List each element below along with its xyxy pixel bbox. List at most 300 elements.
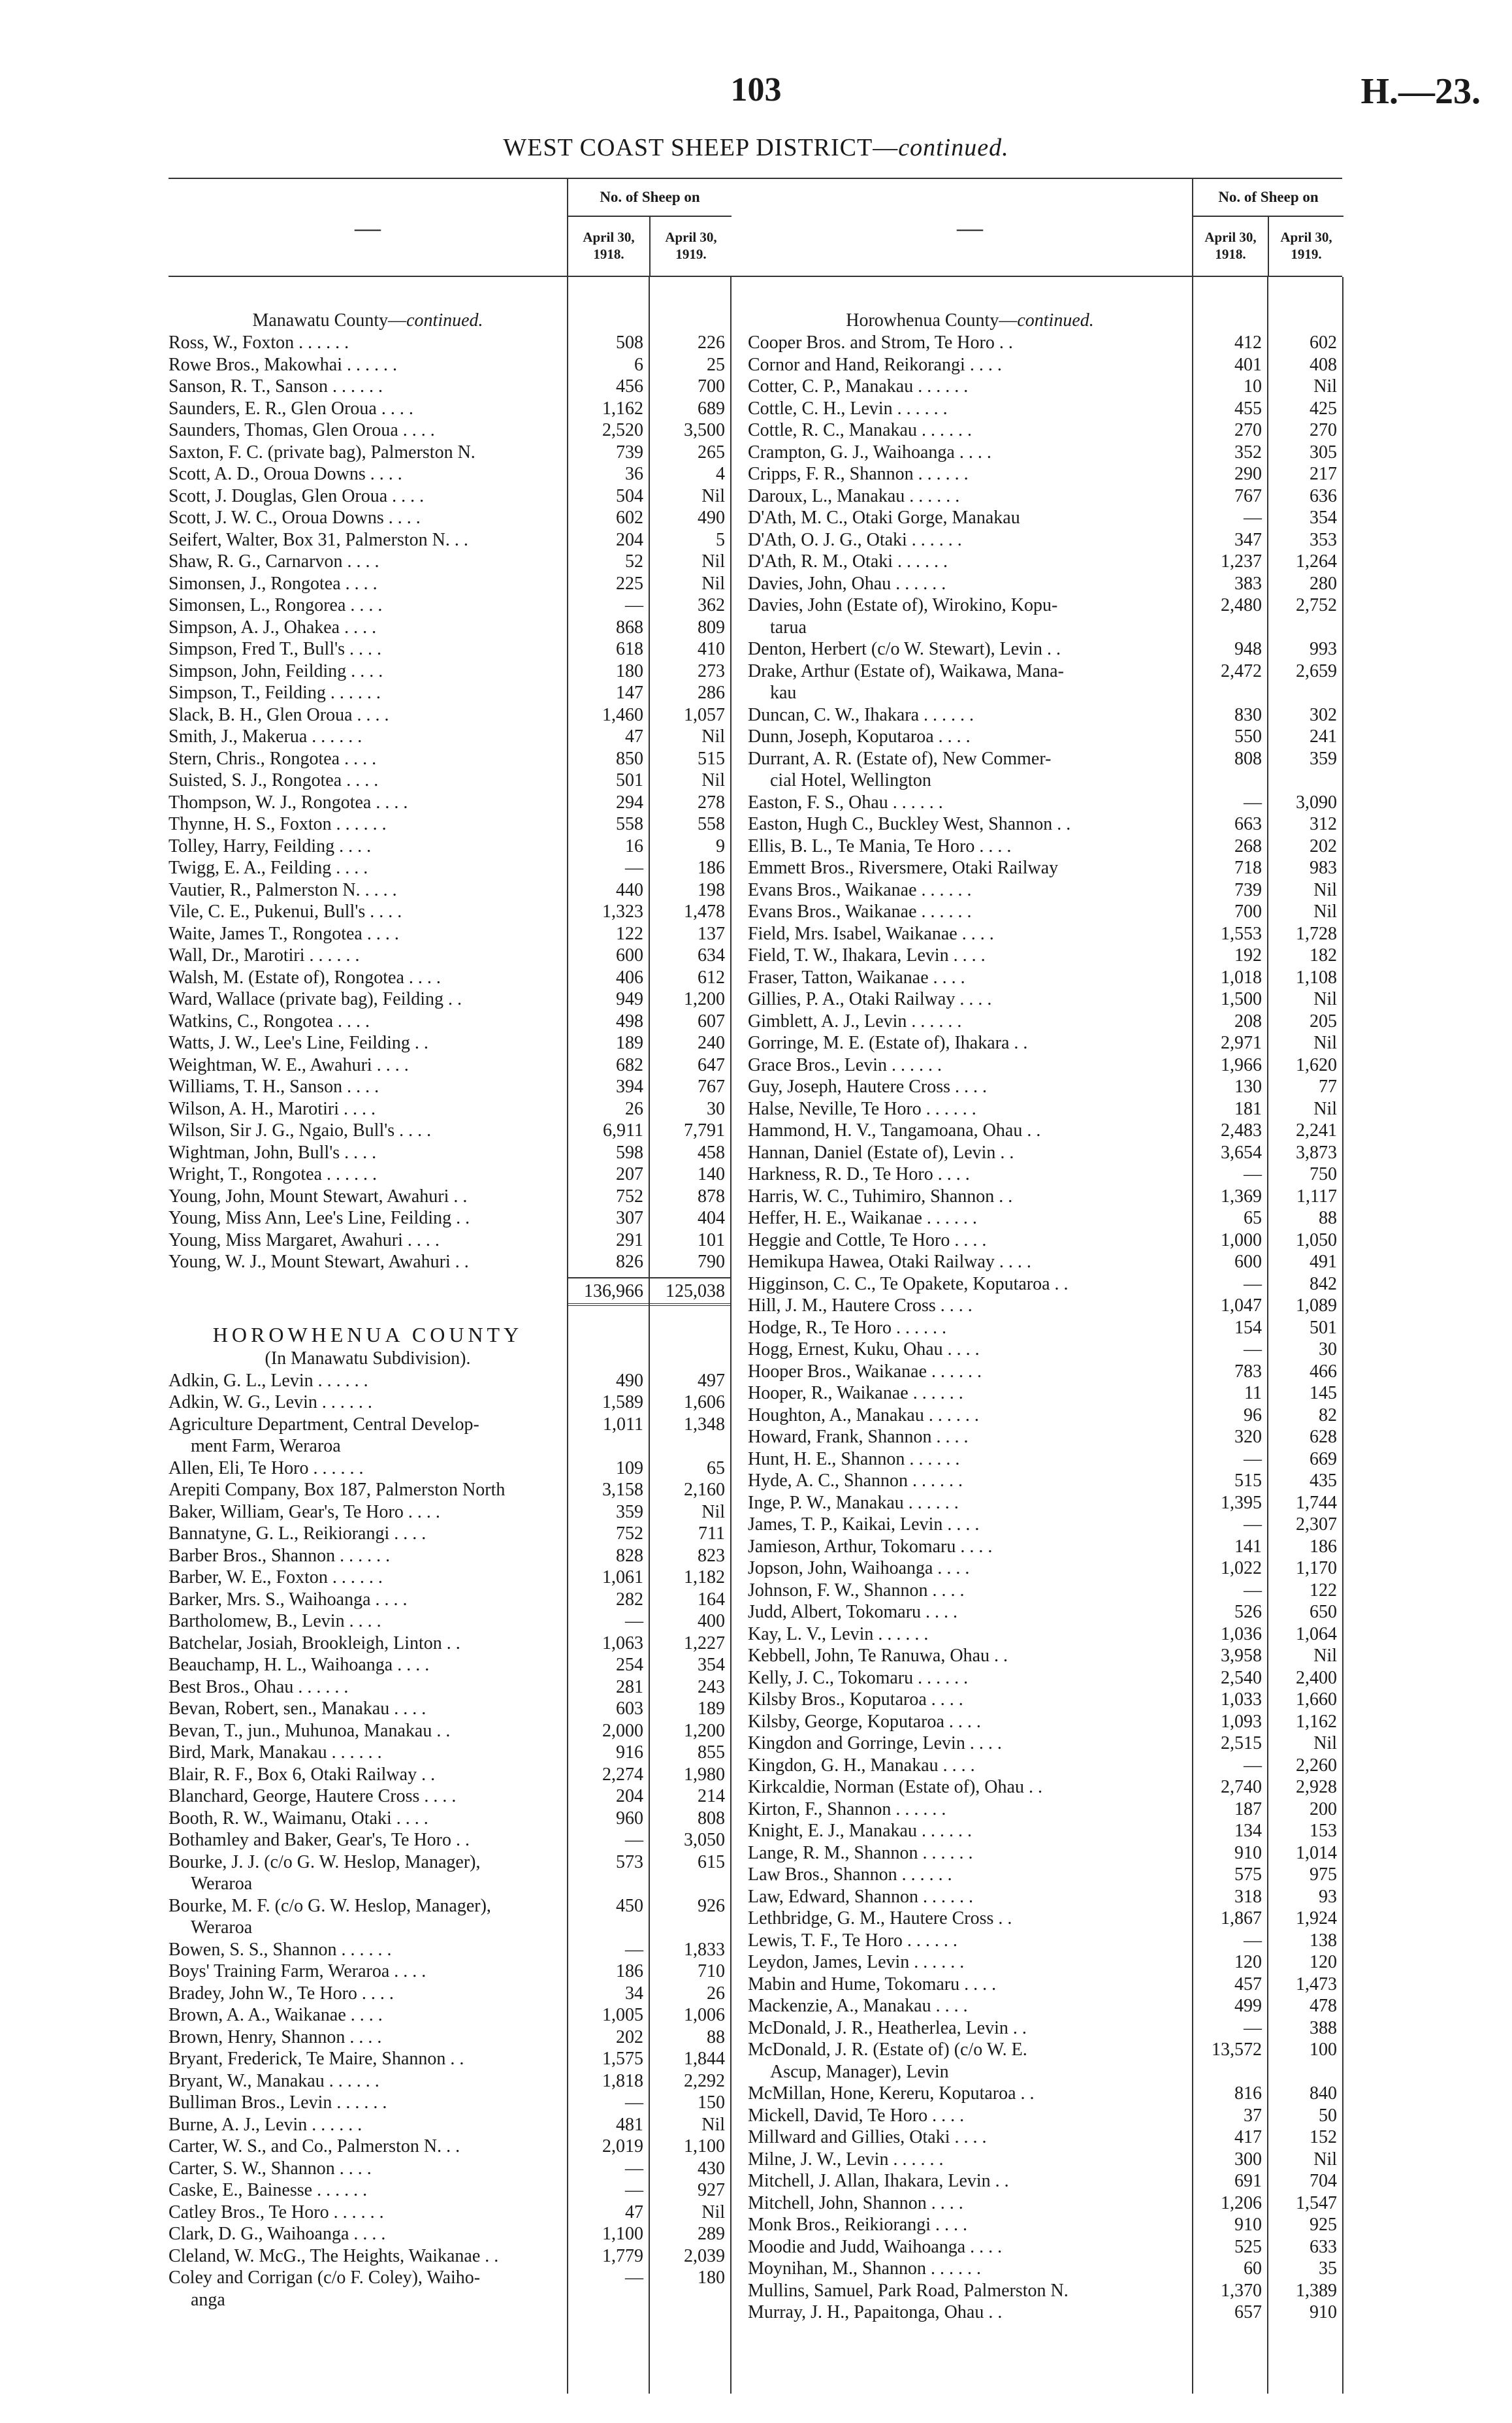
sheep-1919: 226 [698,333,725,353]
owner-name: Allen, Eli, Te Horo . . . . . . [169,1457,364,1478]
owner-name: Hogg, Ernest, Kuku, Ohau . . . . [748,1339,980,1359]
owner-name: Walsh, M. (Estate of), Rongotea . . . . [169,967,441,988]
sheep-1919: 927 [698,2180,725,2200]
table-row [748,1776,1342,1798]
owner-name: Monk Bros., Reikiorangi . . . . [748,2215,967,2235]
owner-name: Seifert, Walter, Box 31, Palmerston N. . . [169,529,468,550]
sheep-1919: 615 [698,1851,725,1872]
table-row [748,1163,1342,1186]
owner-name: Easton, Hugh C., Buckley West, Shannon . . [748,814,1071,834]
sheep-1918: — [625,858,643,878]
owner-name: Bourke, M. F. (c/o G. W. Heslop, Manager), Weraroa [169,1895,491,1938]
sheep-1919: 1,006 [684,2005,725,2025]
sheep-1919: 926 [698,1895,725,1916]
owner-name: Kelly, J. C., Tokomaru . . . . . . [748,1667,969,1688]
table-row [748,1711,1342,1733]
sheep-1919: 265 [698,442,725,463]
owner-name: Wright, T., Rongotea . . . . . . [169,1164,378,1184]
table-row [748,2126,1342,2149]
sheep-1919: 1,162 [1296,1711,1337,1732]
sheep-1919: 137 [698,923,725,944]
sheep-1918: 154 [1234,1317,1262,1338]
sheep-1919: 82 [1319,1405,1337,1425]
sheep-1919: 767 [698,1077,725,1097]
sheep-1918: — [1244,508,1262,528]
sheep-1918: 186 [616,1961,643,1981]
sheep-1919: 497 [698,1370,725,1391]
header-group-title: No. of Sheep on [568,179,732,217]
sheep-1918: 525 [1234,2236,1262,2257]
sheep-1919: 1,050 [1296,1229,1337,1250]
table-row [748,573,1342,595]
owner-name: Bowen, S. S., Shannon . . . . . . [169,1939,392,1960]
owner-name: Sanson, R. T., Sanson . . . . . . [169,376,383,397]
sheep-1919: 842 [1310,1273,1337,1294]
sheep-1919: 1,182 [684,1567,725,1587]
sheep-1919: 515 [698,748,725,769]
owner-name: Smith, J., Makerua . . . . . . [169,726,362,747]
sheep-1918: 268 [1234,836,1262,856]
sheep-1919: 750 [1310,1164,1337,1184]
owner-name: Young, John, Mount Stewart, Awahuri . . [169,1186,468,1207]
sheep-1918: 26 [625,1098,643,1119]
table-row [748,2301,1342,2324]
owner-name: Brown, Henry, Shannon . . . . [169,2026,382,2047]
owner-name: Cooper Bros. and Strom, Te Horo . . [748,333,1013,353]
sheep-1918: 603 [616,1699,643,1719]
sheep-1919: 634 [698,945,725,966]
sheep-1918: 504 [616,485,643,506]
owner-name: Cottle, C. H., Levin . . . . . . [748,398,948,419]
owner-name: Harris, W. C., Tuhimiro, Shannon . . [748,1186,1013,1207]
table-row [748,1054,1342,1077]
owner-name: Lewis, T. F., Te Horo . . . . . . [748,1930,957,1951]
table-row [748,748,1342,792]
sheep-1919: 689 [698,398,725,419]
sheep-1919: Nil [701,2202,725,2222]
sheep-1919: 101 [698,1229,725,1250]
owner-name: Bryant, W., Manakau . . . . . . [169,2070,379,2091]
owner-name: Field, T. W., Ihakara, Levin . . . . [748,945,986,966]
sheep-1919: 558 [698,814,725,834]
table-row [748,1536,1342,1558]
table-row [748,354,1342,376]
owner-name: Houghton, A., Manakau . . . . . . [748,1405,979,1425]
sheep-1919: Nil [1313,1733,1337,1753]
owner-name: Carter, S. W., Shannon . . . . [169,2158,372,2179]
sheep-1919: 1,057 [684,704,725,725]
sheep-1919: 1,227 [684,1633,725,1653]
sheep-1919: 925 [1310,2215,1337,2235]
header-col-1919: April 30, 1919. [649,217,732,276]
sheep-1919: 1,117 [1296,1186,1337,1207]
sheep-1919: 458 [698,1142,725,1163]
owner-name: Barber, W. E., Foxton . . . . . . [169,1567,383,1587]
sheep-1919: 88 [707,2026,725,2047]
owner-name: Kingdon, G. H., Manakau . . . . [748,1755,975,1776]
owner-name: Simpson, John, Feilding . . . . [169,660,383,681]
owner-name: Hyde, A. C., Shannon . . . . . . [748,1471,963,1491]
owner-name: Wall, Dr., Marotiri . . . . . . [169,945,360,966]
owner-name: Tolley, Harry, Feilding . . . . [169,836,372,856]
sheep-1918: — [625,2268,643,2288]
owner-name: Ward, Wallace (private bag), Feilding . . [169,989,462,1009]
sheep-1919: 3,050 [684,1830,725,1850]
table-row [748,1645,1342,1667]
rule [1267,277,1268,2394]
sheep-1919: Nil [1313,376,1337,397]
owner-name: Thynne, H. S., Foxton . . . . . . [169,814,387,834]
owner-name: Evans Bros., Waikanae . . . . . . [748,879,972,900]
table-row [748,1798,1342,1821]
table-row [748,376,1342,398]
sheep-1918: — [1244,1514,1262,1535]
sheep-1918: 2,971 [1221,1033,1262,1053]
sheep-1919: 1,478 [684,902,725,922]
right-column [748,178,1342,2324]
owner-name: Kilsby Bros., Koputaroa . . . . [748,1689,963,1710]
sheep-1919: 790 [698,1252,725,1272]
owner-name: Kebbell, John, Te Ranuwa, Ohau . . [748,1646,1008,1666]
sheep-1918: 783 [1234,1361,1262,1382]
owner-name: Ross, W., Foxton . . . . . . [169,333,349,353]
sheep-1918: 192 [1234,945,1262,966]
owner-name: Coley and Corrigan (c/o F. Coley), Waiho- anga [169,2268,481,2310]
sheep-1918: 752 [616,1523,643,1544]
sheep-1919: 388 [1310,2017,1337,2038]
sheep-1918: 412 [1234,333,1262,353]
sheep-1918: 282 [616,1589,643,1610]
sheep-1918: 657 [1234,2302,1262,2322]
sheep-1919: 2,307 [1296,1514,1337,1535]
sheep-1918: 739 [616,442,643,463]
owner-name: Bulliman Bros., Levin . . . . . . [169,2092,387,2113]
owner-name: Crampton, G. J., Waihoanga . . . . [748,442,991,463]
sheep-1919: 975 [1310,1864,1337,1885]
sheep-1918: 1,100 [602,2224,643,2244]
sheep-1918: — [1244,1273,1262,1294]
sheep-1919: 93 [1319,1886,1337,1907]
table-row [748,1908,1342,1930]
sheep-1919: 353 [1310,529,1337,550]
owner-name: McDonald, J. R. (Estate of) (c/o W. E. Ascup, Manager), Levin [748,2040,1027,2082]
sheep-1919: 198 [698,879,725,900]
sheep-1919: Nil [1313,1646,1337,1666]
sheep-1919: 1,348 [684,1414,725,1435]
rule [649,277,650,2394]
sheep-1919: 145 [1310,1383,1337,1403]
sheep-1919: Nil [701,726,725,747]
owner-name: Watkins, C., Rongotea . . . . [169,1011,370,1032]
sheep-1919: 425 [1310,398,1337,419]
county-subtitle: (In Manawatu Subdivision). [265,1348,471,1369]
owner-name: Emmett Bros., Riversmere, Otaki Railway [748,858,1059,878]
sheep-1918: 455 [1234,398,1262,419]
sheep-1919: 280 [1310,573,1337,594]
sheep-1919: 612 [698,967,725,988]
sheep-1918: 2,480 [1221,595,1262,615]
sheep-1919: 2,659 [1296,660,1337,681]
sheep-1919: 700 [698,376,725,397]
sheep-1918: 130 [1234,1077,1262,1097]
table-row [748,1317,1342,1339]
sheep-1919: 305 [1310,442,1337,463]
owner-name: Mackenzie, A., Manakau . . . . [748,1996,968,2016]
table-body-right [748,310,1342,2324]
sheep-1919: 602 [1310,333,1337,353]
sheep-1919: 120 [1310,1952,1337,1972]
owner-name: Vile, C. E., Pukenui, Bull's . . . . [169,902,402,922]
sheep-1918: — [625,2180,643,2200]
sheep-1919: Nil [1313,2149,1337,2170]
total-1919: 125,038 [649,1277,730,1306]
sheep-1919: 1,980 [684,1764,725,1785]
sheep-1918: 96 [1244,1405,1262,1425]
sheep-1919: 478 [1310,1996,1337,2016]
sheep-1918: 1,162 [602,398,643,419]
sheep-1918: 691 [1234,2171,1262,2191]
table-row [748,2258,1342,2280]
sheep-1918: 3,958 [1221,1646,1262,1666]
owner-name: Boys' Training Farm, Weraroa . . . . [169,1961,426,1981]
sheep-1918: 949 [616,989,643,1009]
sheep-1919: Nil [701,770,725,790]
table-row [748,1361,1342,1383]
owner-name: Agriculture Department, Central Develop- ment Farm, Weraroa [169,1414,479,1456]
sheep-1918: 291 [616,1229,643,1250]
sheep-1919: Nil [701,485,725,506]
sheep-1919: 278 [698,792,725,813]
owner-name: Cripps, F. R., Shannon . . . . . . [748,464,969,484]
sheep-1918: 13,572 [1212,2040,1262,2060]
owner-name: McDonald, J. R., Heatherlea, Levin . . [748,2017,1027,2038]
heading-main: WEST COAST SHEEP DISTRICT— [503,134,899,161]
sheep-1918: 1,369 [1221,1186,1262,1207]
sheep-1918: 1,206 [1221,2192,1262,2213]
table-row [748,704,1342,726]
owner-name: Wilson, Sir J. G., Ngaio, Bull's . . . . [169,1120,432,1141]
sheep-1919: Nil [701,1501,725,1522]
sheep-1919: 1,924 [1296,1908,1337,1928]
sheep-1918: 910 [1234,2215,1262,2235]
sheep-1919: 435 [1310,1471,1337,1491]
owner-name: Adkin, G. L., Levin . . . . . . [169,1370,368,1391]
sheep-1918: 1,553 [1221,923,1262,944]
table-row [748,2214,1342,2236]
sheep-1919: 1,473 [1296,1974,1337,1994]
sheep-1919: Nil [1313,902,1337,922]
sheep-1918: 406 [616,967,643,988]
sheep-1918: 6,911 [603,1120,643,1141]
sheep-1919: 354 [1310,508,1337,528]
table-row [748,1186,1342,1208]
owner-name: Wightman, John, Bull's . . . . [169,1142,377,1163]
page-heading [0,133,1512,162]
sheep-1918: 558 [616,814,643,834]
county-title-horowhenua-continued: Horowhenua County—continued. [846,310,1094,331]
sheep-1919: 30 [1319,1339,1337,1359]
sheep-1918: 207 [616,1164,643,1184]
sheep-1919: Nil [701,551,725,572]
sheep-1919: 2,260 [1296,1755,1337,1776]
sheep-1918: 456 [616,376,643,397]
sheep-1918: 499 [1234,1996,1262,2016]
owner-name: Easton, F. S., Ohau . . . . . . [748,792,943,813]
sheep-1919: 1,100 [684,2136,725,2156]
owner-name: Cornor and Hand, Reikorangi . . . . [748,354,1002,375]
owner-name: Jamieson, Arthur, Tokomaru . . . . [748,1536,993,1557]
table-row [748,442,1342,464]
owner-name: Halse, Neville, Te Horo . . . . . . [748,1098,976,1119]
sheep-1919: 1,547 [1296,2192,1337,2213]
owner-name: Heffer, H. E., Waikanae . . . . . . [748,1208,977,1228]
sheep-1919: 704 [1310,2171,1337,2191]
sheep-1918: 120 [1234,1952,1262,1972]
sheep-1918: — [625,2158,643,2179]
sheep-1919: 88 [1319,1208,1337,1228]
sheep-1918: 202 [616,2026,643,2047]
sheep-1918: 682 [616,1054,643,1075]
owner-name: Simpson, Fred T., Bull's . . . . [169,639,382,659]
sheep-1919: 7,791 [684,1120,725,1141]
sheep-1918: 47 [625,2202,643,2222]
sheep-1919: 26 [707,1983,725,2004]
rule [1192,277,1193,2394]
owner-name: Harkness, R. D., Te Horo . . . . [748,1164,970,1184]
table-row [748,1667,1342,1689]
owner-name: Mabin and Hume, Tokomaru . . . . [748,1974,997,1994]
owner-name: Vautier, R., Palmerston N. . . . . [169,879,397,900]
owner-name: Saxton, F. C. (private bag), Palmerston N. [169,442,475,463]
owner-name: Heggie and Cottle, Te Horo . . . . [748,1229,987,1250]
sheep-1918: 490 [616,1370,643,1391]
sheep-1918: 2,472 [1221,660,1262,681]
owner-name: Hemikupa Hawea, Otaki Railway . . . . [748,1252,1031,1272]
table-row [748,1974,1342,1996]
sheep-1919: 122 [1310,1580,1337,1601]
sheep-1919: 650 [1310,1602,1337,1622]
sheep-1919: 1,744 [1296,1492,1337,1513]
sheep-1918: 501 [616,770,643,790]
sheep-1919: 809 [698,617,725,638]
owner-name: Suisted, S. J., Rongotea . . . . [169,770,379,790]
owner-name: Williams, T. H., Sanson . . . . [169,1077,379,1097]
sheep-1919: 214 [698,1786,725,1806]
sheep-1918: 816 [1234,2083,1262,2104]
header-col-1919: April 30, 1919. [1268,217,1343,276]
owner-name: Mitchell, John, Shannon . . . . [748,2192,963,2213]
table-row [748,923,1342,945]
sheep-1918: — [1244,1930,1262,1951]
sheep-1918: 2,540 [1221,1667,1262,1688]
sheep-1919: 3,090 [1296,792,1337,813]
owner-name: Bothamley and Baker, Gear's, Te Horo . . [169,1830,470,1850]
sheep-1918: — [1244,1580,1262,1601]
owner-name: Bradey, John W., Te Horo . . . . [169,1983,394,2004]
sheep-1918: 3,654 [1221,1142,1262,1163]
sheep-1919: 2,292 [684,2070,725,2091]
sheep-1918: 180 [616,660,643,681]
sheep-1918: 550 [1234,726,1262,747]
sheep-1918: 307 [616,1208,643,1228]
header-dash: — [355,212,381,242]
owner-name: Rowe Bros., Makowhai . . . . . . [169,354,397,375]
table-row [748,1886,1342,1908]
owner-name: Twigg, E. A., Feilding . . . . [169,858,368,878]
sheep-1919: 710 [698,1961,725,1981]
sheep-1918: 347 [1234,529,1262,550]
owner-name: Batchelar, Josiah, Brookleigh, Linton . . [169,1633,460,1653]
sheep-1918: 10 [1244,376,1262,397]
table-row [748,726,1342,748]
table-row [748,836,1342,858]
table-row [748,1864,1342,1886]
table-row [748,901,1342,923]
sheep-1918: 34 [625,1983,643,2004]
table-row [748,1295,1342,1317]
sheep-1919: 243 [698,1676,725,1697]
sheep-1918: 394 [616,1077,643,1097]
table-row [748,2192,1342,2215]
table-row [748,879,1342,902]
sheep-1918: 1,500 [1221,989,1262,1009]
owner-name: Simpson, T., Feilding . . . . . . [169,683,381,703]
sheep-1918: 147 [616,683,643,703]
owner-name: D'Ath, M. C., Otaki Gorge, Manakau [748,508,1020,528]
owner-name: Howard, Frank, Shannon . . . . [748,1427,969,1447]
sheep-1919: 2,928 [1296,1777,1337,1797]
owner-name: D'Ath, R. M., Otaki . . . . . . [748,551,948,572]
sheep-1918: — [1244,1755,1262,1776]
sheep-1919: 1,014 [1296,1842,1337,1863]
sheep-1919: 2,241 [1296,1120,1337,1141]
sheep-1919: 138 [1310,1930,1337,1951]
sheep-1919: 647 [698,1054,725,1075]
owner-name: Bannatyne, G. L., Reikiorangi . . . . [169,1523,426,1544]
sheep-1918: 2,515 [1221,1733,1262,1753]
sheep-1919: 983 [1310,858,1337,878]
table-row [748,1142,1342,1164]
sheep-1919: 35 [1319,2258,1337,2279]
table-row [748,2280,1342,2302]
sheep-1919: 273 [698,660,725,681]
sheep-1919: 823 [698,1545,725,1566]
owner-name: Wilson, A. H., Marotiri . . . . [169,1098,376,1119]
table-row [748,1755,1342,1777]
owner-name: Gorringe, M. E. (Estate of), Ihakara . . [748,1033,1028,1053]
owner-name: Bevan, Robert, sen., Manakau . . . . [169,1699,426,1719]
owner-name: Bryant, Frederick, Te Maire, Shannon . . [169,2049,464,2069]
table-row [748,2083,1342,2105]
owner-name: Hill, J. M., Hautere Cross . . . . [748,1295,973,1316]
sheep-1918: 828 [616,1545,643,1566]
sheep-1918: 359 [616,1501,643,1522]
owner-name: Blanchard, George, Hautere Cross . . . . [169,1786,457,1806]
sheep-1918: 573 [616,1851,643,1872]
owner-name: Kirkcaldie, Norman (Estate of), Ohau . . [748,1777,1042,1797]
owner-name: Gimblett, A. J., Levin . . . . . . [748,1011,962,1032]
owner-name: James, T. P., Kaikai, Levin . . . . [748,1514,980,1535]
owner-name: Stern, Chris., Rongotea . . . . [169,748,377,769]
sheep-1918: 1,370 [1221,2280,1262,2301]
sheep-1918: 1,033 [1221,1689,1262,1710]
sheep-1919: 200 [1310,1798,1337,1819]
owner-name: Hunt, H. E., Shannon . . . . . . [748,1448,960,1469]
sheep-1918: 767 [1234,485,1262,506]
owner-name: Scott, A. D., Oroua Downs . . . . [169,464,402,484]
owner-name: Adkin, W. G., Levin . . . . . . [169,1392,372,1412]
sheep-1918: 1,818 [602,2070,643,2091]
